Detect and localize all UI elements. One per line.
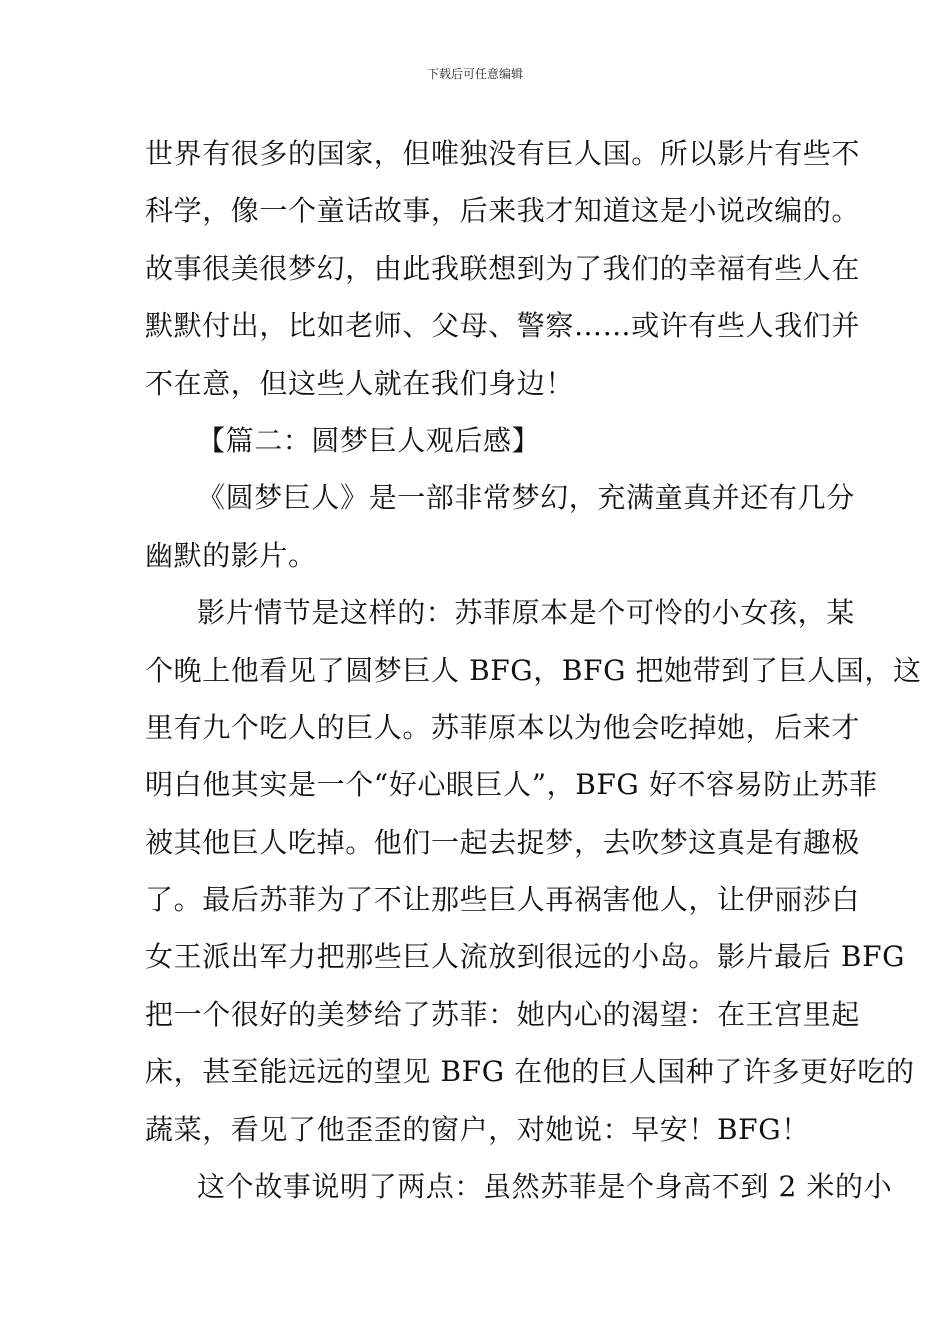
- text-line: 床，甚至能远远的望见 BFG 在他的巨人国种了许多更好吃的: [145, 1055, 915, 1089]
- text-line: 把一个很好的美梦给了苏菲：她内心的渴望：在王宫里起: [145, 997, 861, 1031]
- text-line: 明白他其实是一个“好心眼巨人”，BFG 好不容易防止苏菲: [145, 768, 878, 802]
- text-line: 世界有很多的国家，但唯独没有巨人国。所以影片有些不: [145, 137, 861, 170]
- text-line: 科学，像一个童话故事，后来我才知道这是小说改编的。: [145, 194, 861, 228]
- text-line: 影片情节是这样的：苏菲原本是个可怜的小女孩，某: [197, 596, 855, 630]
- text-line: 了。最后苏菲为了不让那些巨人再祸害他人，让伊丽莎白: [145, 883, 861, 917]
- text-line: 蔬菜，看见了他歪歪的窗户，对她说：早安！BFG！: [145, 1112, 810, 1146]
- section-heading: 【篇二：圆梦巨人观后感】: [197, 423, 541, 457]
- document-body: [145, 125, 922, 1215]
- text-line: 故事很美很梦幻，由此我联想到为了我们的幸福有些人在: [145, 251, 861, 285]
- text-line: 默默付出，比如老师、父母、警察……或许有些人我们并: [145, 309, 861, 343]
- text-line: 《圆梦巨人》是一部非常梦幻，充满童真并还有几分: [197, 481, 855, 515]
- text-line: 被其他巨人吃掉。他们一起去捉梦，去吹梦这真是有趣极: [145, 825, 861, 859]
- text-line: 幽默的影片。: [145, 538, 317, 572]
- text-line: 个晚上他看见了圆梦巨人 BFG，BFG 把她带到了巨人国，这: [145, 653, 922, 687]
- text-line: 里有九个吃人的巨人。苏菲原本以为他会吃掉她，后来才: [145, 710, 861, 744]
- page-header: 下载后可任意编辑: [426, 67, 523, 81]
- text-line: 这个故事说明了两点：虽然苏菲是个身高不到 2 米的小: [197, 1170, 893, 1204]
- text-line: 不在意，但这些人就在我们身边！: [145, 366, 575, 400]
- text-line: 女王派出军力把那些巨人流放到很远的小岛。影片最后 BFG: [145, 940, 906, 974]
